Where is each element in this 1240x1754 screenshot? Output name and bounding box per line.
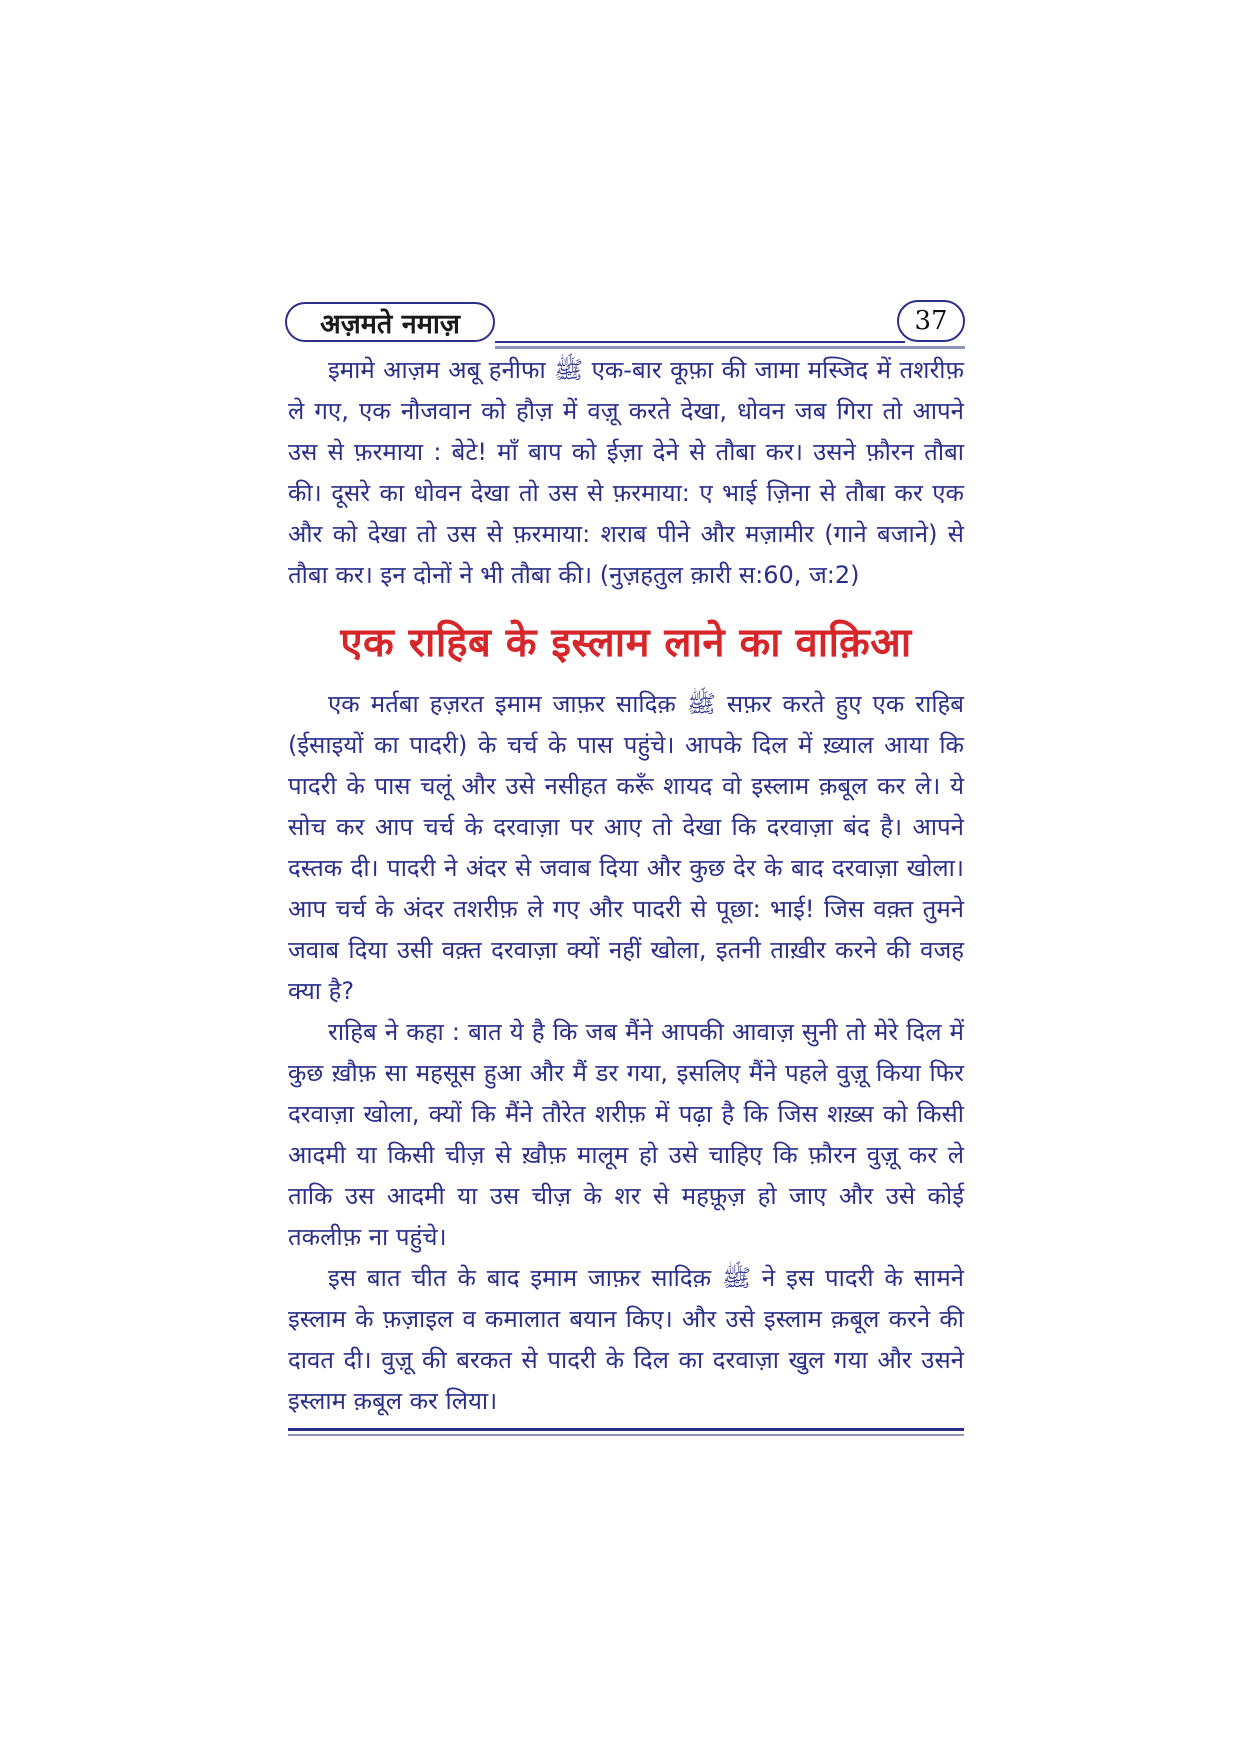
header-rule xyxy=(495,341,905,343)
page-number: 37 xyxy=(897,300,965,342)
page-header xyxy=(285,300,965,350)
page-body xyxy=(288,350,964,1422)
section-heading: एक राहिब के इस्लाम लाने का वाक़िआ xyxy=(340,620,912,666)
running-title: अज़मते नमाज़ xyxy=(285,302,495,342)
paragraph-4: इस बात चीत के बाद इमाम जाफ़र सादिक़ ﷺ ने इस पादरी के सामने इस्लाम के फ़ज़ाइल व कमालात बयान किए। और उसे इस्लाम क़बूल करने की दावत दी। वुज़ू की बरकत से पादरी के दिल का दरवाज़ा खुल गया और उसने इस्लाम क़बूल कर लिया। xyxy=(288,1264,964,1415)
header-rule-secondary xyxy=(495,346,965,349)
footer-rule-secondary xyxy=(288,1434,964,1436)
paragraph-1: इमामे आज़म अबू हनीफा ﷺ एक-बार कूफ़ा की जामा मस्जिद में तशरीफ़ ले गए, एक नौजवान को हौज़ में वज़ू करते देखा, धोवन जब गिरा तो आपने उस से फ़रमाया : बेटे! माँ बाप को ईज़ा देने से तौबा कर। उसने फ़ौरन तौबा की। दूसरे का धोवन देखा तो उस से फ़रमाया: ए भाई ज़िना से तौबा कर एक और को देखा तो उस से फ़रमाया: शराब पीने और मज़ामीर (गाने बजाने) से तौबा कर। इन दोनों ने भी तौबा की। (नुज़हतुल क़ारी स:60, ज:2) xyxy=(288,356,964,589)
paragraph-3: राहिब ने कहा : बात ये है कि जब मैंने आपकी आवाज़ सुनी तो मेरे दिल में कुछ ख़ौफ़ सा महसूस हुआ और मैं डर गया, इसलिए मैंने पहले वुज़ू किया फिर दरवाज़ा खोला, क्यों कि मैंने तौरेत शरीफ़ में पढ़ा है कि जिस शख़्स को किसी आदमी या किसी चीज़ से ख़ौफ़ मालूम हो उसे चाहिए कि फ़ौरन वुज़ू कर ले ताकि उस आदमी या उस चीज़ के शर से महफ़ूज़ हो जाए और उसे कोई तकलीफ़ ना पहुंचे। xyxy=(288,1018,964,1251)
paragraph-2: एक मर्तबा हज़रत इमाम जाफ़र सादिक़ ﷺ सफ़र करते हुए एक राहिब (ईसाइयों का पादरी) के चर्च के पास पहुंचे। आपके दिल में ख़्याल आया कि पादरी के पास चलूं और उसे नसीहत करूँ शायद वो इस्लाम क़बूल कर ले। ये सोच कर आप चर्च के दरवाज़ा पर आए तो देखा कि दरवाज़ा बंद है। आपने दस्तक दी। पादरी ने अंदर से जवाब दिया और कुछ देर के बाद दरवाज़ा खोला। आप चर्च के अंदर तशरीफ़ ले गए और पादरी से पूछा: भाई! जिस वक़्त तुमने जवाब दिया उसी वक़्त दरवाज़ा क्यों नहीं खोला, इतनी ताख़ीर करने की वजह क्या है? xyxy=(288,690,964,1005)
footer-rule xyxy=(288,1428,964,1431)
